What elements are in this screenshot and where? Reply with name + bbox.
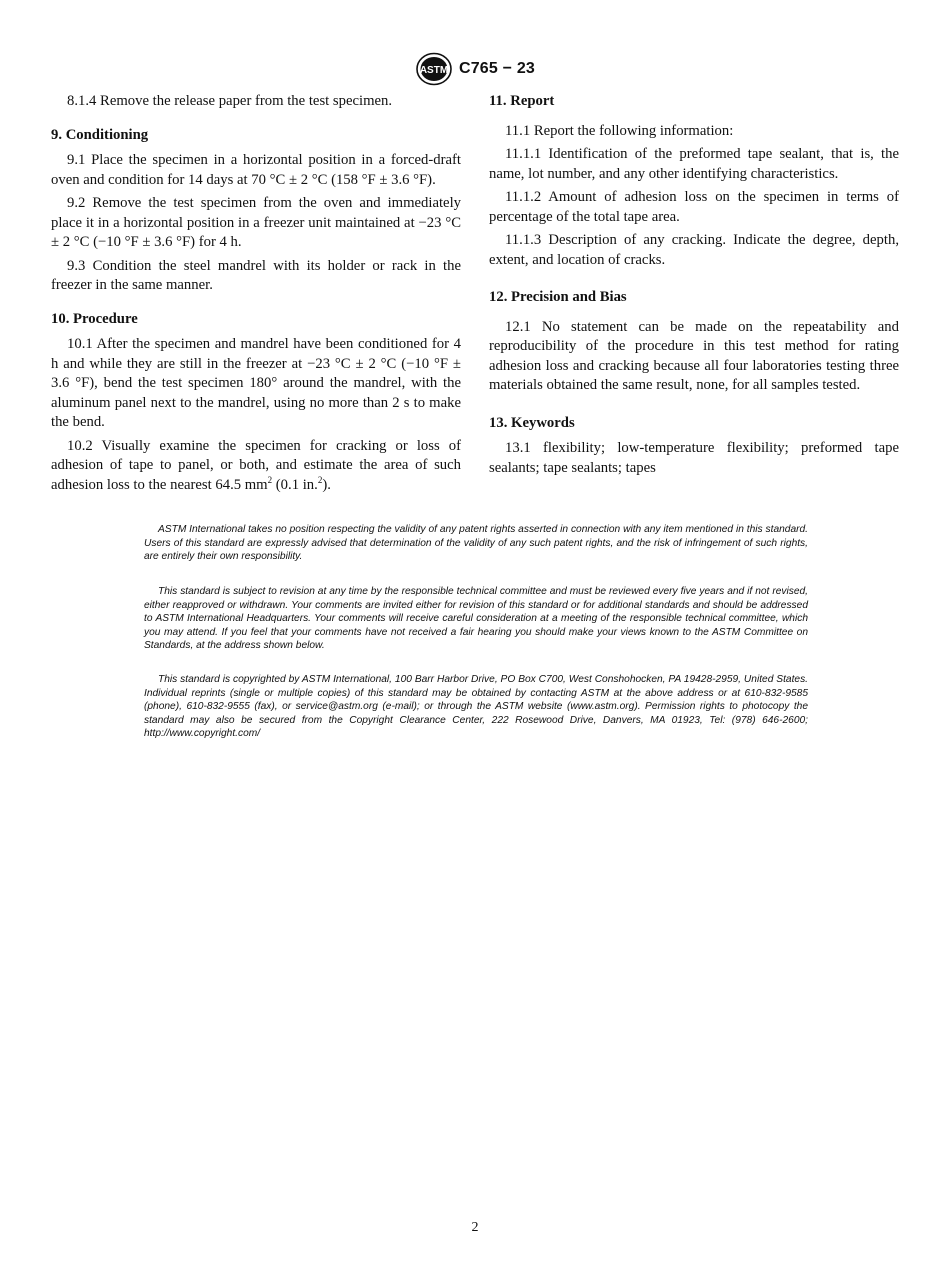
paragraph-10-2-text-b: (0.1 in. xyxy=(272,476,318,493)
standard-designation: C765 − 23 xyxy=(458,60,536,77)
paragraph-11-1-2: 11.1.2 Amount of adhesion loss on the specimen in terms of percentage of the total tape area. xyxy=(489,189,899,225)
revision-notice xyxy=(144,585,808,653)
page-number: 2 xyxy=(471,1220,479,1235)
paragraph-10-1: 10.1 After the specimen and mandrel have been conditioned for 4 h and while they are still in the freezer at −23 °C ± 2 °C (−10 °F ± 3.6 °F), bend the test specimen 180° around the mandrel, with the aluminum panel next to the mandrel, using no more than 2 s to make the bend. xyxy=(51,336,461,430)
section-heading-conditioning: 9. Conditioning xyxy=(51,126,149,143)
paragraph-9-3: 9.3 Condition the steel mandrel with its holder or rack in the freezer in the same manner. xyxy=(51,257,461,293)
superscript-2: 2 xyxy=(267,474,273,485)
patent-notice xyxy=(144,523,808,564)
section-heading-precision-and-bias: 12. Precision and Bias xyxy=(489,289,627,305)
right-column xyxy=(489,92,899,482)
paragraph-9-2: 9.2 Remove the test specimen from the oven and immediately place it in a horizontal position in a freezer unit maintained at −23 °C ± 2 °C (−10 °F ± 3.6 °F) for 4 h. xyxy=(51,195,461,250)
paragraph-13-1: 13.1 flexibility; low-temperature flexibility; preformed tape sealants; tape sealants; tapes xyxy=(489,440,899,476)
paragraph-10-2 xyxy=(51,437,461,496)
paragraph-11-1-1: 11.1.1 Identification of the preformed tape sealant, that is, the name, lot number, and any other identifying characteristics. xyxy=(489,146,899,182)
patent-notice-text: ASTM International takes no position respecting the validity of any patent rights asserted in connection with any item mentioned in this standard. Users of this standard are expressly advised that determination of the validity of any such patent rights, and the risk of infringement of such rights, are entirely their own responsibility. xyxy=(144,524,808,563)
page-header xyxy=(0,52,950,86)
paragraph-10-2-text-a: 10.2 Visually examine the specimen for cracking or loss of adhesion of tape to panel, or both, and estimate the area of such adhesion loss to the nearest 64.5 mm xyxy=(51,437,461,493)
left-column xyxy=(51,92,461,499)
paragraph-9-1: 9.1 Place the specimen in a horizontal position in a forced-draft oven and condition for 14 days at 70 °C ± 2 °C (158 °F ± 3.6 °F). xyxy=(51,152,461,188)
superscript-2: 2 xyxy=(317,474,323,485)
paragraph-12-1: 12.1 No statement can be made on the repeatability and reproducibility of the procedure in this test method for rating adhesion loss and cracking because all four laboratories testing three materials obtained the same result, none, for all samples tested. xyxy=(489,318,899,393)
section-heading-keywords: 13. Keywords xyxy=(489,414,575,431)
paragraph-10-2-text-c: ). xyxy=(322,476,331,493)
section-heading-report: 11. Report xyxy=(489,93,555,109)
paragraph-11-1: 11.1 Report the following information: xyxy=(505,122,734,139)
astm-logo-icon xyxy=(415,52,453,86)
revision-notice-text: This standard is subject to revision at any time by the responsible technical committee and must be reviewed every five years and if not revised, either reapproved or withdrawn. Your comments are invited either for revision of this standard or for additional standards and should be addressed to ASTM International Headquarters. Your comments will receive careful consideration at a meeting of the responsible technical committee, which you may attend. If you feel that your comments have not received a fair hearing you should make your views known to the ASTM Committee on Standards, at the address shown below. xyxy=(144,586,808,652)
copyright-notice xyxy=(144,673,808,741)
paragraph-11-1-3: 11.1.3 Description of any cracking. Indicate the degree, depth, extent, and location of cracks. xyxy=(489,232,899,268)
paragraph-8-1-4: 8.1.4 Remove the release paper from the test specimen. xyxy=(67,93,393,109)
copyright-notice-text: This standard is copyrighted by ASTM International, 100 Barr Harbor Drive, PO Box C700, West Conshohocken, PA 19428-2959, United States. Individual reprints (single or multiple copies) of this standard may be obtained by contacting ASTM at the above address or at 610-832-9585 (phone), 610-832-9555 (fax), or service@astm.org (e-mail); or through the ASTM website (www.astm.org). Permission rights to photocopy the standard may also be secured from the Copyright Clearance Center, 222 Rosewood Drive, Danvers, MA 01923, Tel: (978) 646-2600; http://www.copyright.com/ xyxy=(144,674,808,740)
section-heading-procedure: 10. Procedure xyxy=(51,310,138,327)
svg-text:ASTM: ASTM xyxy=(419,65,449,76)
